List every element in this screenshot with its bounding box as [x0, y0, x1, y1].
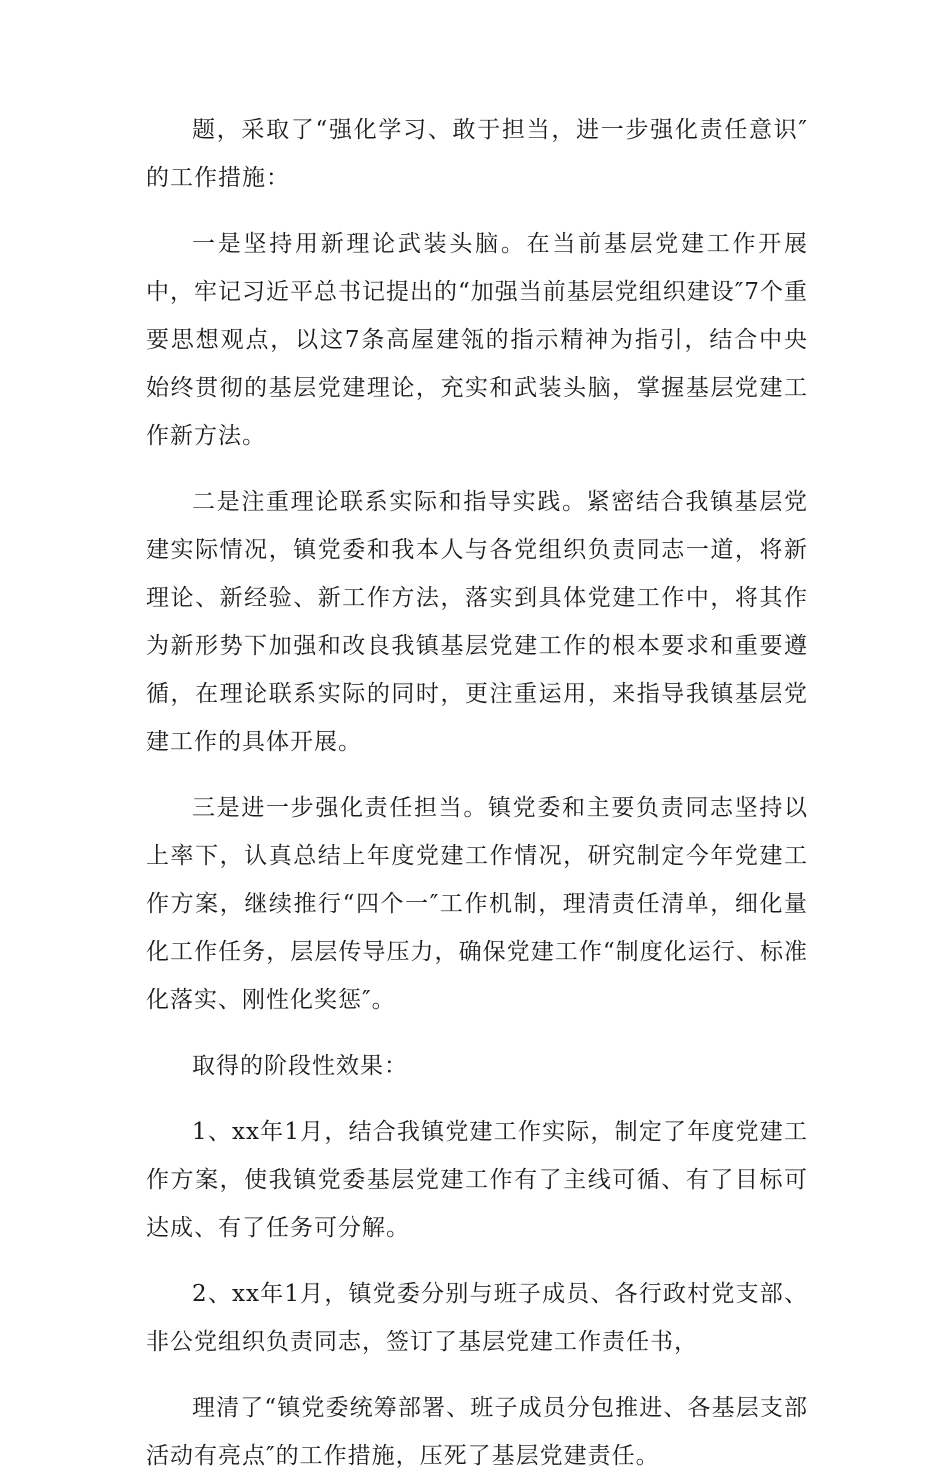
paragraph-measure-one: 一是坚持用新理论武装头脑。在当前基层党建工作开展中，牢记习近平总书记提出的“加强当前基层党组织建设″7个重要思想观点，以这7条高屋建瓴的指示精神为指引，结合中央始终贯彻的基层党建理论，充实和武装头脑，掌握基层党建工作新方法。 [146, 231, 808, 449]
paragraph-result-two-continued: 理清了“镇党委统筹部署、班子成员分包推进、各基层支部活动有亮点″的工作措施，压死了基层党建责任。 [146, 1395, 808, 1469]
paragraph-intro: 题，采取了“强化学习、敢于担当，进一步强化责任意识″的工作措施： [146, 117, 808, 191]
paragraph-measure-two: 二是注重理论联系实际和指导实践。紧密结合我镇基层党建实际情况，镇党委和我本人与各党组织负责同志一道，将新理论、新经验、新工作方法，落实到具体党建工作中，将其作为新形势下加强和改良我镇基层党建工作的根本要求和重要遵循，在理论联系实际的同时，更注重运用，来指导我镇基层党建工作的具体开展。 [146, 489, 808, 755]
paragraph-results-heading: 取得的阶段性效果： [192, 1053, 408, 1079]
paragraph-result-one: 1、xx年1月，结合我镇党建工作实际，制定了年度党建工作方案，使我镇党委基层党建工作有了主线可循、有了目标可达成、有了任务可分解。 [146, 1119, 808, 1241]
paragraph-measure-three: 三是进一步强化责任担当。镇党委和主要负责同志坚持以上率下，认真总结上年度党建工作情况，研究制定今年党建工作方案，继续推行“四个一″工作机制，理清责任清单，细化量化工作任务，层层传导压力，确保党建工作“制度化运行、标准化落实、刚性化奖惩″。 [146, 795, 808, 1013]
document-body [146, 106, 808, 1480]
paragraph-result-two: 2、xx年1月，镇党委分别与班子成员、各行政村党支部、非公党组织负责同志，签订了基层党建工作责任书， [146, 1281, 808, 1355]
